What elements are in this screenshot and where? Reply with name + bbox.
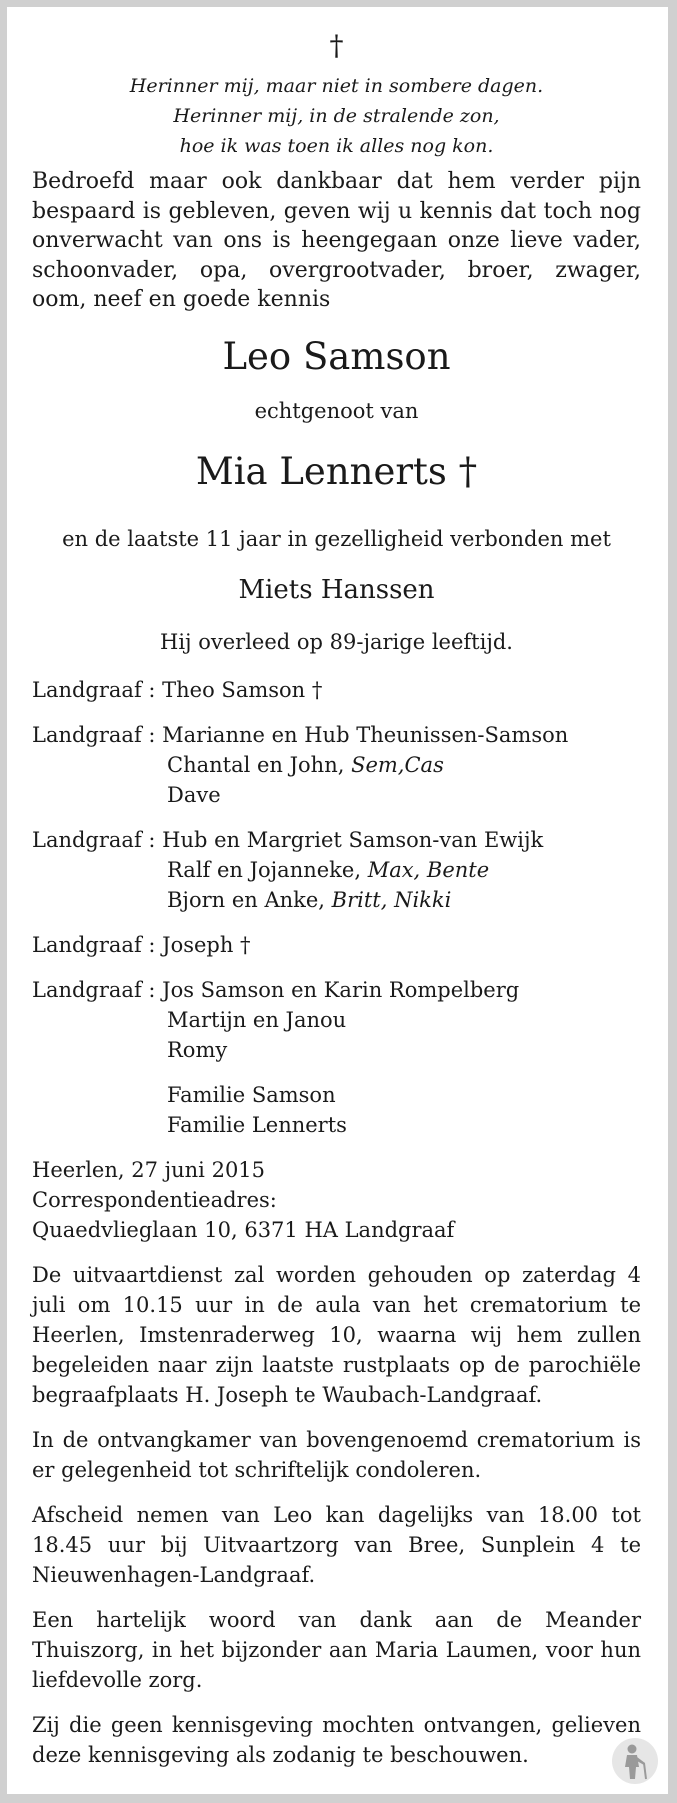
age-line: Hij overleed op 89-jarige leeftijd. <box>160 630 513 654</box>
family-group <box>32 675 641 705</box>
partner-line: en de laatste 11 jaar in gezelligheid verbonden met <box>62 527 611 551</box>
poem-line: Herinner mij, maar niet in sombere dagen. <box>129 75 544 97</box>
family-line: Landgraaf : Marianne en Hub Theunissen-Samson <box>32 723 569 747</box>
memorial-figure-icon <box>611 1737 659 1785</box>
family-line: Landgraaf : Theo Samson † <box>32 678 323 702</box>
poem-line: hoe ik was toen ik alles nog kon. <box>179 135 494 157</box>
family-line: Landgraaf : Hub en Margriet Samson-van Ewijk <box>32 828 544 852</box>
grandchildren-names: Max, Bente <box>367 858 490 882</box>
notice-paragraph: Zij die geen kennisgeving mochten ontvangen, gelieven deze kennisgeving als zodanig te beschouwen. <box>32 1713 641 1767</box>
family-subline <box>32 750 641 780</box>
family-subline <box>32 855 641 885</box>
deceased-name: Leo Samson <box>222 335 451 378</box>
obituary-card <box>7 7 668 1794</box>
correspondence-label: Correspondentieadres: <box>32 1188 277 1212</box>
family-group <box>32 975 641 1065</box>
family-group <box>32 825 641 915</box>
family-names: Chantal en John, <box>167 753 352 777</box>
spouse-name: Mia Lennerts † <box>195 450 478 493</box>
family-names: Ralf en Jojanneke, <box>167 858 368 882</box>
family-group <box>32 930 641 960</box>
partner-name: Miets Hanssen <box>238 575 435 605</box>
thanks-paragraph: Een hartelijk woord van dank aan de Meander Thuiszorg, in het bijzonder aan Maria Laumen, voor hun liefdevolle zorg. <box>32 1608 641 1692</box>
funeral-service-paragraph: De uitvaartdienst zal worden gehouden op zaterdag 4 juli om 10.15 uur in de aula van het crematorium te Heerlen, Imstenraderweg 10, waarna wij hem zullen begeleiden naar zijn laatste rustplaats op de parochiële begraafplaats H. Joseph te Waubach-Landgraaf. <box>32 1263 641 1407</box>
farewell-paragraph: Afscheid nemen van Leo kan dagelijks van 18.00 tot 18.45 uur bij Uitvaartzorg van Bree, Sunplein 4 te Nieuwenhagen-Landgraaf. <box>32 1503 641 1587</box>
grandchildren-names: Britt, Nikki <box>331 888 452 912</box>
condolence-paragraph: In de ontvangkamer van bovengenoemd crematorium is er gelegenheid tot schriftelijk condoleren. <box>32 1428 641 1482</box>
grandchildren-names: Sem,Cas <box>351 753 444 777</box>
cross-icon: † <box>329 29 344 62</box>
family-subline <box>32 885 641 915</box>
poem <box>32 71 641 161</box>
family-line: Landgraaf : Joseph † <box>32 933 251 957</box>
poem-line: Herinner mij, in de stralende zon, <box>173 105 500 127</box>
spouse-label: echtgenoot van <box>254 399 419 423</box>
announcement-intro: Bedroefd maar ook dankbaar dat hem verder pijn bespaard is gebleven, geven wij u kennis dat toch nog onverwacht van ons is heengegaan onze lieve vader, schoonvader, opa, overgrootvader, broer, zwager, oom, neef en goede kennis <box>32 169 641 312</box>
family-names: Bjorn en Anke, <box>167 888 332 912</box>
family-line: Landgraaf : Jos Samson en Karin Rompelberg <box>32 978 520 1002</box>
place-date: Heerlen, 27 juni 2015 <box>32 1158 266 1182</box>
family-group <box>32 1080 641 1140</box>
family-subline: Romy <box>167 1038 228 1062</box>
family-subline: Familie Samson <box>167 1083 336 1107</box>
correspondence-address: Quaedvlieglaan 10, 6371 HA Landgraaf <box>32 1218 455 1242</box>
family-subline: Martijn en Janou <box>167 1008 347 1032</box>
place-and-correspondence <box>32 1155 641 1245</box>
family-subline: Familie Lennerts <box>167 1113 347 1137</box>
family-subline: Dave <box>167 783 221 807</box>
family-group <box>32 720 641 810</box>
